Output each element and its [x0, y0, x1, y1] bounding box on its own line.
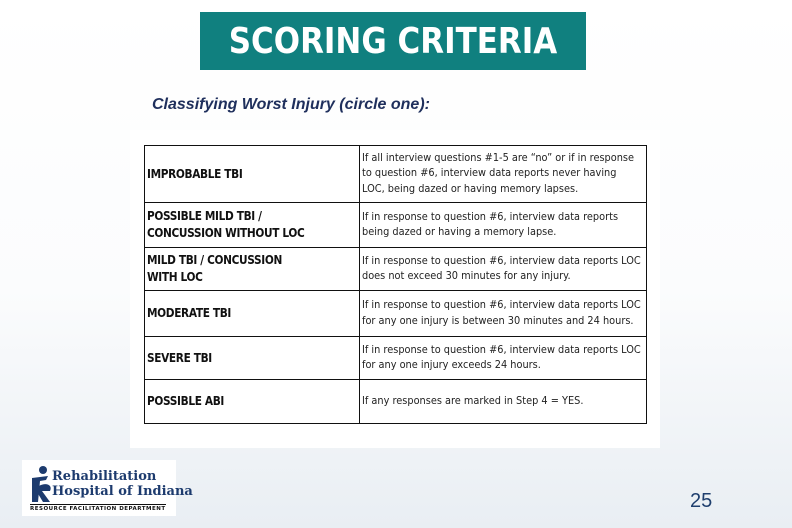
title-banner	[200, 12, 586, 70]
table-row	[145, 248, 647, 291]
description-cell: If in response to question #6, interview data reports LOC for any one injury is between 30 minutes and 24 hours.	[360, 291, 647, 337]
logo-line-3: RESOURCE FACILITATION DEPARTMENT	[30, 506, 166, 512]
description-cell: If in response to question #6, interview data reports LOC does not exceed 30 minutes for any injury.	[360, 248, 647, 291]
slide-title: SCORING CRITERIA	[228, 20, 558, 62]
category-cell: MODERATE TBI	[145, 291, 360, 337]
hospital-logo	[22, 460, 193, 516]
table-row	[145, 203, 647, 248]
page-number: 25	[690, 490, 713, 512]
subtitle: Classifying Worst Injury (circle one):	[152, 96, 430, 113]
logo-line-2: Hospital of Indiana	[52, 484, 193, 499]
category-cell: POSSIBLE ABI	[145, 380, 360, 424]
table-row	[145, 380, 647, 424]
table-row	[145, 291, 647, 337]
description-cell: If in response to question #6, interview data reports being dazed or having a memory lapse.	[360, 203, 647, 248]
logo-line-1: Rehabilitation	[52, 469, 157, 484]
category-cell: SEVERE TBI	[145, 337, 360, 380]
criteria-table	[144, 145, 647, 424]
table-row	[145, 337, 647, 380]
category-cell: IMPROBABLE TBI	[145, 146, 360, 203]
category-cell: MILD TBI / CONCUSSION WITH LOC	[145, 248, 360, 291]
description-cell: If all interview questions #1-5 are “no” or if in response to question #6, interview data reports never having LOC, being dazed or having memory lapses.	[360, 146, 647, 203]
description-cell: If in response to question #6, interview data reports LOC for any one injury exceeds 24 hours.	[360, 337, 647, 380]
table-row	[145, 146, 647, 203]
description-cell: If any responses are marked in Step 4 = YES.	[360, 380, 647, 424]
criteria-table-panel	[130, 130, 660, 448]
category-cell: POSSIBLE MILD TBI / CONCUSSION WITHOUT LOC	[145, 203, 360, 248]
